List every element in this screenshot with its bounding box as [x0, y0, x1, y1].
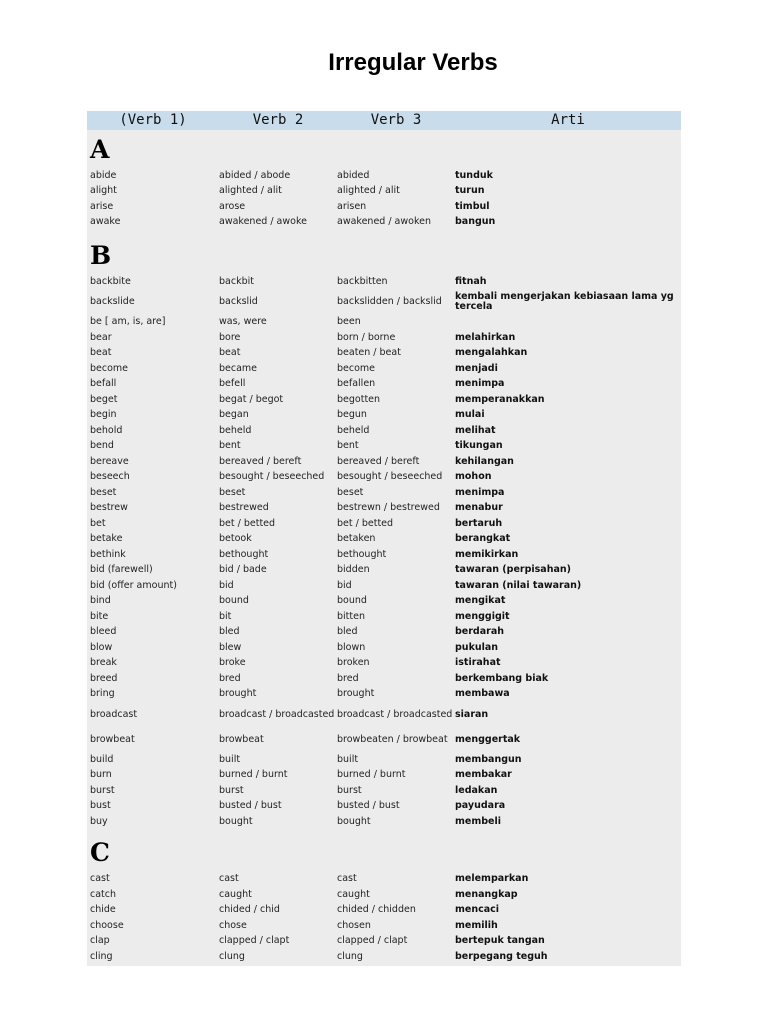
table-row [87, 727, 681, 752]
table-row [87, 814, 681, 830]
verb3-cell: chosen [337, 919, 371, 931]
verb2-cell: began [219, 409, 249, 421]
table-row [87, 563, 681, 579]
verb2-cell: broke [219, 657, 246, 669]
table-row [87, 887, 681, 903]
verb1-cell: bend [90, 440, 114, 452]
verb1-cell: choose [90, 919, 124, 931]
table-row [87, 702, 681, 727]
verb3-cell: begun [337, 409, 367, 421]
verb3-cell: besought / beseeched [337, 471, 443, 483]
verb2-cell: bestrewed [219, 502, 269, 514]
arti-cell: tunduk [455, 169, 493, 181]
arti-cell: mengikat [455, 595, 506, 607]
verb2-cell: blew [219, 641, 242, 653]
verb1-cell: bereave [90, 455, 129, 467]
header-verb1: (Verb 1) [119, 112, 187, 128]
table-row [87, 625, 681, 641]
arti-cell: membakar [455, 769, 512, 781]
arti-cell: mohon [455, 471, 492, 483]
table-row [87, 423, 681, 439]
arti-cell: menangkap [455, 888, 518, 900]
verb2-cell: arose [219, 200, 246, 212]
arti-cell: berkembang biak [455, 672, 549, 684]
table-row [87, 768, 681, 784]
arti-cell: ledakan [455, 784, 498, 796]
verb2-cell: bet / betted [219, 517, 276, 529]
table-row [87, 377, 681, 393]
table-row [87, 501, 681, 517]
header-arti: Arti [551, 112, 585, 128]
table-row [87, 346, 681, 362]
verb3-cell: bet / betted [337, 517, 394, 529]
verb3-cell: browbeaten / browbeat [337, 733, 448, 745]
arti-cell: tawaran (perpisahan) [455, 564, 571, 576]
verb3-cell: brought [337, 688, 375, 700]
verb2-cell: built [219, 753, 241, 765]
verb1-cell: blow [90, 641, 113, 653]
verb3-cell: built [337, 753, 359, 765]
verb1-cell: cling [90, 950, 113, 962]
verb2-cell: awakened / awoke [219, 216, 307, 228]
verb3-cell: awakened / awoken [337, 216, 431, 228]
arti-cell: melemparkan [455, 873, 529, 885]
verb2-cell: clung [219, 950, 245, 962]
table-row [87, 578, 681, 594]
verb2-cell: betook [219, 533, 252, 545]
verb1-cell: alight [90, 185, 117, 197]
arti-cell: fitnah [455, 275, 487, 287]
verb1-cell: be [ am, is, are] [90, 316, 166, 328]
arti-cell: bertaruh [455, 517, 503, 529]
verb2-cell: beat [219, 347, 241, 359]
arti-cell: tawaran (nilai tawaran) [455, 579, 582, 591]
verb1-cell: buy [90, 815, 108, 827]
verb3-cell: beheld [337, 424, 370, 436]
verb3-cell: bidden [337, 564, 370, 576]
verb3-cell: bought [337, 815, 371, 827]
arti-cell: membawa [455, 688, 510, 700]
header-verb3: Verb 3 [370, 112, 422, 128]
arti-cell: mengalahkan [455, 347, 528, 359]
verb2-cell: bereaved / bereft [219, 455, 302, 467]
verb1-cell: build [90, 753, 114, 765]
table-row [87, 656, 681, 672]
verb1-cell: behold [90, 424, 123, 436]
verb1-cell: beget [90, 393, 118, 405]
arti-cell: kembali mengerjakan kebiasaan lama yg tercela [455, 291, 674, 312]
table-row [87, 199, 681, 215]
verb1-cell: bid (offer amount) [90, 579, 177, 591]
table-row [87, 215, 681, 231]
verb3-cell: blown [337, 641, 366, 653]
verb1-cell: cast [90, 873, 110, 885]
arti-cell: kehilangan [455, 455, 514, 467]
table-header [87, 111, 681, 130]
table-row [87, 949, 681, 965]
verb2-cell: browbeat [219, 733, 264, 745]
table-row [87, 918, 681, 934]
verb-table [87, 111, 681, 966]
verb2-cell: bethought [219, 548, 269, 560]
verb1-cell: bethink [90, 548, 126, 560]
table-row [87, 361, 681, 377]
arti-cell: berdarah [455, 626, 504, 638]
verb3-cell: burst [337, 784, 362, 796]
verb1-cell: backbite [90, 275, 131, 287]
verb3-cell: bred [337, 672, 359, 684]
verb2-cell: backbit [219, 275, 254, 287]
arti-cell: menggertak [455, 733, 521, 745]
verb3-cell: bound [337, 595, 367, 607]
verb2-cell: backslid [219, 296, 258, 307]
verb1-cell: broadcast [90, 708, 138, 720]
table-row [87, 184, 681, 200]
verb1-cell: arise [90, 200, 114, 212]
verb2-cell: bred [219, 672, 241, 684]
arti-cell: berangkat [455, 533, 511, 545]
arti-cell: siaran [455, 708, 489, 720]
verb1-cell: burst [90, 784, 115, 796]
verb3-cell: chided / chidden [337, 904, 416, 916]
verb1-cell: beat [90, 347, 112, 359]
verb2-cell: befell [219, 378, 246, 390]
verb1-cell: betake [90, 533, 123, 545]
table-row [87, 783, 681, 799]
arti-cell: memilih [455, 919, 498, 931]
verb1-cell: break [90, 657, 117, 669]
section-rows [87, 168, 681, 230]
arti-cell: turun [455, 185, 485, 197]
verb1-cell: abide [90, 169, 117, 181]
arti-cell: berpegang teguh [455, 950, 548, 962]
verb3-cell: clapped / clapt [337, 935, 408, 947]
verb2-cell: chose [219, 919, 247, 931]
verb3-cell: backslidden / backslid [337, 296, 442, 307]
table-row [87, 315, 681, 331]
arti-cell: menimpa [455, 486, 505, 498]
verb3-cell: arisen [337, 200, 367, 212]
verb1-cell: befall [90, 378, 117, 390]
verb3-cell: broadcast / broadcasted [337, 708, 453, 720]
arti-cell: tikungan [455, 440, 503, 452]
arti-cell: membangun [455, 753, 522, 765]
verb2-cell: bore [219, 331, 241, 343]
verb1-cell: bestrew [90, 502, 128, 514]
verb3-cell: bereaved / bereft [337, 455, 420, 467]
verb1-cell: begin [90, 409, 117, 421]
verb3-cell: cast [337, 873, 357, 885]
verb2-cell: bought [219, 815, 253, 827]
verb3-cell: befallen [337, 378, 376, 390]
verb3-cell: burned / burnt [337, 769, 406, 781]
verb1-cell: bite [90, 610, 109, 622]
verb1-cell: catch [90, 888, 117, 900]
verb3-cell: backbitten [337, 275, 388, 287]
verb3-cell: caught [337, 888, 370, 900]
table-row [87, 290, 681, 315]
verb3-cell: bid [337, 579, 352, 591]
verb1-cell: chide [90, 904, 116, 916]
verb2-cell: brought [219, 688, 257, 700]
table-row [87, 408, 681, 424]
arti-cell: menjadi [455, 362, 498, 374]
verb2-cell: broadcast / broadcasted [219, 708, 335, 720]
verb3-cell: born / borne [337, 331, 396, 343]
verb2-cell: burned / burnt [219, 769, 288, 781]
table-row [87, 903, 681, 919]
verb3-cell: busted / bust [337, 800, 400, 812]
table-row [87, 594, 681, 610]
verb2-cell: cast [219, 873, 239, 885]
table-row [87, 392, 681, 408]
table-row [87, 671, 681, 687]
arti-cell: bertepuk tangan [455, 935, 545, 947]
arti-cell: bangun [455, 216, 496, 228]
verb2-cell: bid / bade [219, 564, 267, 576]
arti-cell: payudara [455, 800, 506, 812]
header-verb2: Verb 2 [252, 112, 304, 128]
verb3-cell: begotten [337, 393, 381, 405]
arti-cell: istirahat [455, 657, 501, 669]
table-row [87, 485, 681, 501]
verb3-cell: bitten [337, 610, 365, 622]
arti-cell: mencaci [455, 904, 500, 916]
verb1-cell: beseech [90, 471, 130, 483]
verb3-cell: alighted / alit [337, 185, 400, 197]
section-rows [87, 274, 681, 830]
table-row [87, 934, 681, 950]
verb1-cell: bind [90, 595, 111, 607]
table-row [87, 872, 681, 888]
verb3-cell: beset [337, 486, 364, 498]
verb2-cell: became [219, 362, 258, 374]
verb2-cell: bent [219, 440, 241, 452]
verb3-cell: abided [337, 169, 370, 181]
verb2-cell: bit [219, 610, 232, 622]
verb2-cell: clapped / clapt [219, 935, 290, 947]
verb3-cell: clung [337, 950, 363, 962]
verb1-cell: beset [90, 486, 117, 498]
table-row [87, 752, 681, 768]
page-title: Irregular Verbs [328, 49, 498, 76]
verb3-cell: been [337, 316, 361, 328]
verb2-cell: caught [219, 888, 252, 900]
section-letter: B [90, 240, 112, 270]
table-row [87, 454, 681, 470]
table-body [87, 130, 681, 969]
section-letter: C [90, 838, 110, 867]
section-rows [87, 872, 681, 965]
verb2-cell: besought / beseeched [219, 471, 325, 483]
verb1-cell: browbeat [90, 733, 135, 745]
arti-cell: mulai [455, 409, 485, 421]
table-row [87, 687, 681, 703]
table-row [87, 168, 681, 184]
verb1-cell: breed [90, 672, 118, 684]
verb1-cell: burn [90, 769, 112, 781]
verb3-cell: become [337, 362, 376, 374]
table-row [87, 330, 681, 346]
table-row [87, 640, 681, 656]
verb2-cell: alighted / alit [219, 185, 282, 197]
table-row [87, 799, 681, 815]
arti-cell: menabur [455, 502, 503, 514]
table-row [87, 439, 681, 455]
table-row [87, 274, 681, 290]
verb1-cell: bleed [90, 626, 117, 638]
section-gap [87, 965, 681, 969]
arti-cell: menimpa [455, 378, 505, 390]
verb3-cell: beaten / beat [337, 347, 401, 359]
verb2-cell: bled [219, 626, 240, 638]
verb3-cell: bled [337, 626, 358, 638]
table-row [87, 609, 681, 625]
arti-cell: memperanakkan [455, 393, 545, 405]
verb2-cell: beheld [219, 424, 252, 436]
verb3-cell: bethought [337, 548, 387, 560]
verb1-cell: clap [90, 935, 110, 947]
verb3-cell: bestrewn / bestrewed [337, 502, 440, 514]
table-row [87, 470, 681, 486]
arti-cell: melihat [455, 424, 496, 436]
section-letter: A [90, 134, 110, 164]
verb2-cell: burst [219, 784, 244, 796]
verb2-cell: bound [219, 595, 249, 607]
arti-cell: timbul [455, 200, 490, 212]
verb2-cell: bid [219, 579, 234, 591]
verb1-cell: become [90, 362, 129, 374]
table-row [87, 547, 681, 563]
verb1-cell: backslide [90, 296, 135, 307]
table-row [87, 516, 681, 532]
verb2-cell: abided / abode [219, 169, 291, 181]
verb1-cell: bust [90, 800, 111, 812]
arti-cell: pukulan [455, 641, 499, 653]
table-row [87, 532, 681, 548]
verb2-cell: chided / chid [219, 904, 280, 916]
verb3-cell: broken [337, 657, 370, 669]
verb2-cell: beset [219, 486, 246, 498]
arti-cell: memikirkan [455, 548, 519, 560]
verb2-cell: begat / begot [219, 393, 284, 405]
verb1-cell: bid (farewell) [90, 564, 153, 576]
verb2-cell: was, were [219, 316, 267, 328]
verb1-cell: bear [90, 331, 112, 343]
verb1-cell: awake [90, 216, 121, 228]
verb1-cell: bring [90, 688, 115, 700]
verb3-cell: betaken [337, 533, 376, 545]
arti-cell: menggigit [455, 610, 510, 622]
arti-cell: melahirkan [455, 331, 516, 343]
verb3-cell: bent [337, 440, 359, 452]
verb2-cell: busted / bust [219, 800, 282, 812]
arti-cell: membeli [455, 815, 501, 827]
verb1-cell: bet [90, 517, 106, 529]
